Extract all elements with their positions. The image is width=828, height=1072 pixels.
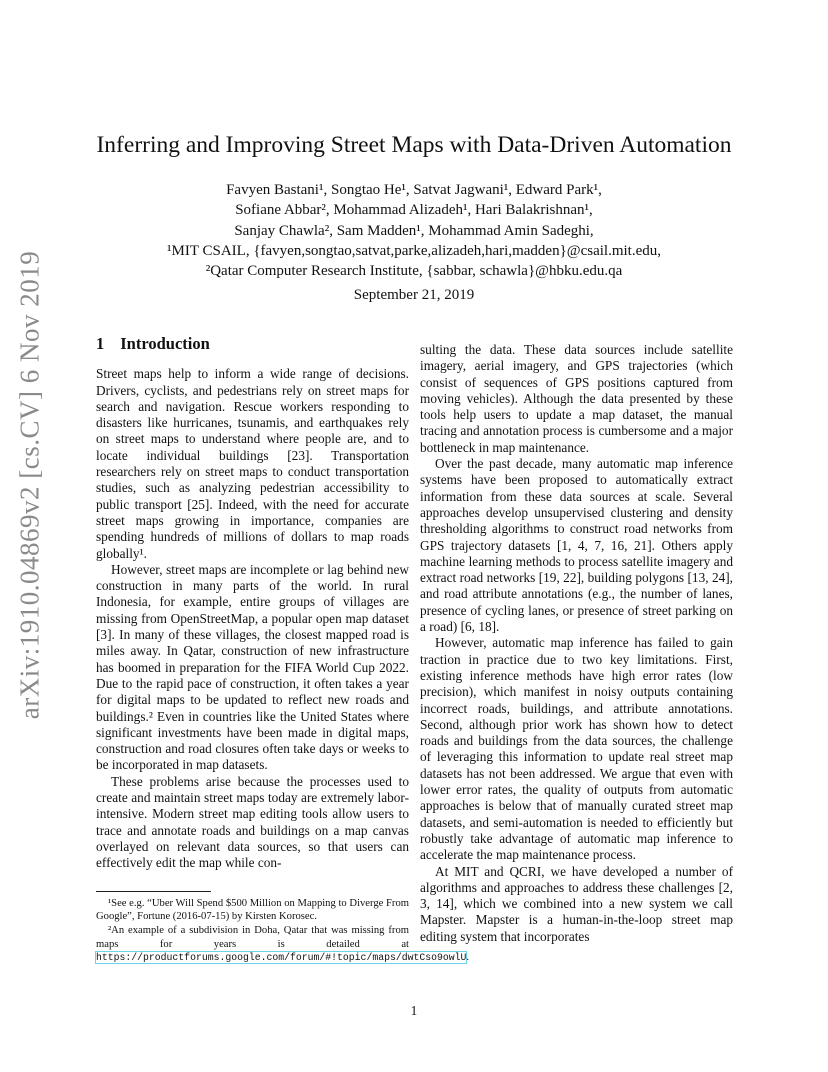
intro-paragraph-3: These problems arise because the processes used to create and maintain street maps today are extremely labor-intensive. Modern street map editing tools allow users to trace and annotate roads and buildings on a map canvas overlayed on relevant data sources, so that users can effectively edit the map while con-	[96, 773, 409, 871]
intro-paragraph-2: However, street maps are incomplete or lag behind new construction in many parts of the world. In rural Indonesia, for example, entire groups of villages are missing from OpenStreetMap, a popular open map dataset [3]. In many of these villages, the closest mapped road is miles away. In Qatar, construction of new infrastructure has boomed in preparation for the FIFA World Cup 2022. Due to the rapid pace of construction, it often takes a year for digital maps to be updated to reflect new roads and buildings.² Even in countries like the United States where significant investments have been made in digital maps, construction and road closures often take days or weeks to be incorporated in map datasets.	[96, 561, 409, 773]
arxiv-identifier: arXiv:1910.04869v2 [cs.CV] 6 Nov 2019	[14, 250, 45, 720]
paper-title: Inferring and Improving Street Maps with Data-Driven Automation	[96, 132, 732, 158]
right-column	[420, 342, 733, 945]
authors-line-1: Favyen Bastani¹, Songtao He¹, Satvat Jagwani¹, Edward Park¹,	[226, 182, 602, 198]
section-number: 1	[96, 334, 105, 353]
section-heading	[96, 336, 409, 352]
affiliation-1: ¹MIT CSAIL, {favyen,songtao,satvat,parke,alizadeh,hari,madden}@csail.mit.edu,	[167, 242, 661, 259]
footnote-1: ¹See e.g. “Uber Will Spend $500 Million on Mapping to Diverge From Google”, Fortune (2016-07-15) by Kirsten Korosec.	[96, 898, 409, 923]
authors-line-2: Sofiane Abbar², Mohammad Alizadeh¹, Hari Balakrishnan¹,	[235, 202, 593, 219]
intro-paragraph-6: However, automatic map inference has failed to gain traction in practice due to two key limitations. First, existing inference methods have high error rates (low precision), which manifest in noisy outputs containing incorrect roads, buildings, and attribute annotations. Second, although prior work has shown how to detect roads and buildings from the data sources, the challenge of leveraging this information to update real street map datasets has not been addressed. We argue that even with lower error rates, the quality of outputs from automatic approaches is below that of manually curated street map datasets, and semi-automation is needed to efficiently but robustly take advantage of automatic map inference to accelerate the map maintenance process.	[420, 635, 733, 863]
intro-paragraph-7: At MIT and QCRI, we have developed a number of algorithms and approaches to address these challenges [2, 3, 14], which we combined into a new system we call Mapster. Mapster is a human-in-the-loop street map editing system that incorporates	[420, 863, 733, 944]
affiliation-2: ²Qatar Computer Research Institute, {sabbar, schawla}@hbku.edu.qa	[205, 263, 623, 280]
authors-line-3: Sanjay Chawla², Sam Madden¹, Mohammad Amin Sadeghi,	[234, 222, 594, 239]
section-title: Introduction	[120, 334, 210, 353]
intro-paragraph-4: sulting the data. These data sources include satellite imagery, aerial imagery, and GPS trajectories (which consist of sequences of GPS positions captured from moving vehicles). Although the data presented by these tools help users to update a map dataset, the manual tracing and annotation process is cumbersome and a major bottleneck in map maintenance.	[420, 342, 733, 455]
author-block	[0, 180, 828, 281]
footnote-rule	[96, 891, 211, 892]
page-number: 1	[410, 1003, 418, 1018]
footnote-2-end: .	[466, 951, 470, 963]
paper-date: September 21, 2019	[353, 287, 475, 303]
intro-paragraph-5: Over the past decade, many automatic map inference systems have been proposed to automatically extract information from these data sources at scale. Several approaches develop unsupervised clustering and density thresholding algorithms to construct road networks from GPS trajectory datasets [1, 4, 7, 16, 21]. Others apply machine learning methods to process satellite imagery and extract road networks [19, 22], building polygons [13, 24], and road attribute annotations (e.g., the number of lanes, presence of cycling lanes, or presence of street parking on a road) [6, 18].	[420, 456, 733, 635]
footnote-2	[96, 924, 470, 964]
intro-paragraph-1: Street maps help to inform a wide range of decisions. Drivers, cyclists, and pedestrians rely on street maps for search and navigation. Rescue workers responding to disasters like hurricanes, tsunamis, and earthquakes rely on street maps to understand where people are, and to locate individual buildings [23]. Transportation researchers rely on street maps to conduct transportation studies, such as analyzing pedestrian accessibility to public transport [25]. Indeed, with the need for accurate street maps growing in importance, companies are spending hundreds of millions of dollars to map roads globally¹.	[96, 366, 409, 561]
footnote-2-text: ²An example of a subdivision in Doha, Qatar that was missing from maps for years is detailed at	[96, 925, 409, 950]
arxiv-stamp	[10, 250, 50, 720]
footnotes	[96, 897, 470, 965]
footnote-2-link[interactable]: https://productforums.google.com/forum/#!topic/maps/dwtCso9owlU	[96, 951, 467, 963]
left-column	[96, 336, 409, 872]
